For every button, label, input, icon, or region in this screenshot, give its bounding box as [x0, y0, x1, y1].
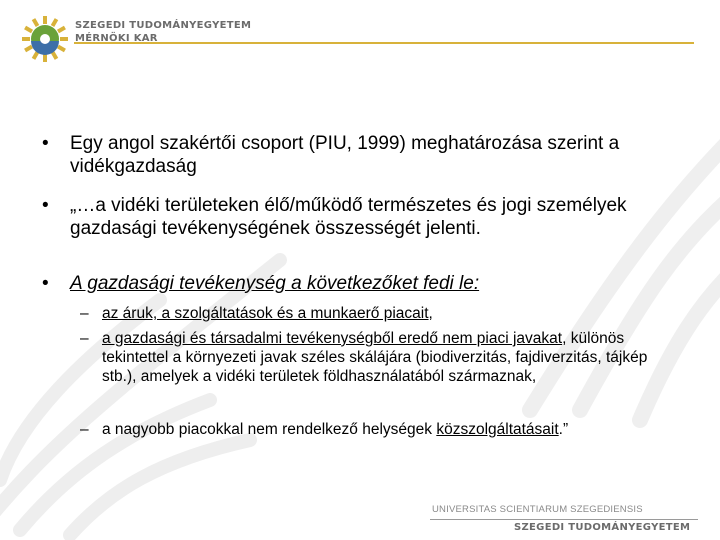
subbullet-item	[80, 420, 660, 439]
footer-university-name: SZEGEDI TUDOMÁNYEGYETEM	[514, 522, 691, 533]
subbullet-item	[80, 329, 660, 386]
bullet-text: „…a vidéki területeken élő/működő természetes és jogi személyek gazdasági tevékenységének összességét jelenti.	[70, 195, 627, 239]
bullet-mark: •	[42, 133, 49, 154]
subbullet-rest: , különös tekintettel a környezeti javak széles skálájára (biodiverzitás, fajdiverzitás, tájkép stb.), amelyek a vidéki területek földhasználatából származnak,	[102, 330, 648, 385]
faculty-name: MÉRNÖKI KAR	[75, 33, 158, 44]
university-name: SZEGEDI TUDOMÁNYEGYETEM	[75, 20, 252, 31]
subbullet-rest: ,	[428, 305, 433, 322]
bullet-mark: •	[42, 273, 49, 294]
subbullet-mark: –	[80, 421, 89, 438]
underlined-phrase: az áruk, a szolgáltatások és a munkaerő piacait	[102, 305, 429, 322]
subbullet-text	[102, 304, 660, 323]
bullet-text: A gazdasági tevékenység a következőket fedi le:	[70, 273, 480, 294]
subbullet-item	[80, 304, 660, 323]
bullet-item	[42, 195, 682, 240]
subbullet-mark: –	[80, 305, 89, 322]
bullet-text: Egy angol szakértői csoport (PIU, 1999) meghatározása szerint a vidékgazdaság	[70, 133, 620, 177]
bullet-mark: •	[42, 195, 49, 216]
underlined-phrase: közszolgáltatásait	[436, 421, 559, 438]
subbullet-rest: .”	[558, 421, 569, 438]
subbullet-text	[102, 420, 660, 439]
footer-divider	[430, 519, 698, 520]
footer-latin-name: UNIVERSITAS SCIENTIARUM SZEGEDIENSIS	[432, 504, 643, 515]
underlined-phrase: a gazdasági és társadalmi tevékenységből eredő nem piaci javakat	[102, 330, 563, 347]
bullet-item	[42, 133, 682, 178]
bullet-item	[42, 273, 682, 296]
subbullet-mark: –	[80, 330, 89, 347]
subbullet-pre: a nagyobb piacokkal nem rendelkező helységek	[102, 421, 437, 438]
subbullet-text	[102, 329, 660, 386]
